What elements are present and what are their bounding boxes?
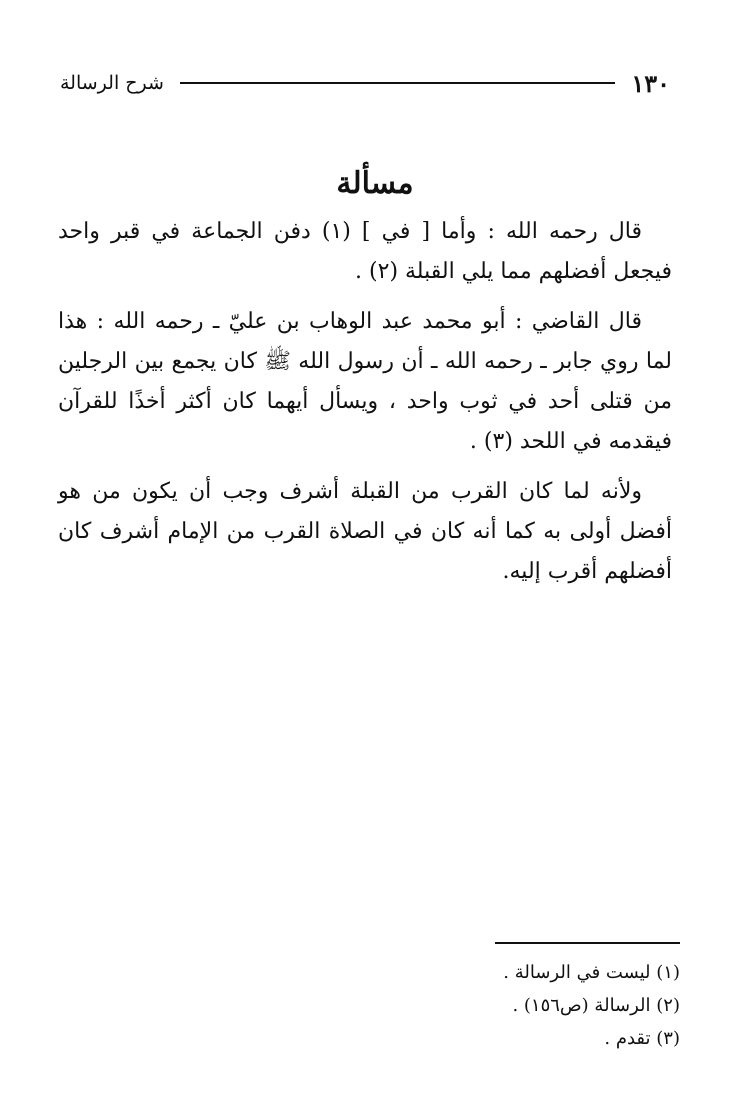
- page-number: ١٣٠: [631, 68, 670, 98]
- paragraph-3: ولأنه لما كان القرب من القبلة أشرف وجب أن يكون من هو أفضل أولى به كما أنه كان في الصلاة القرب من الإمام أشرف كان أفضلهم أقرب إليه.: [58, 479, 672, 584]
- body-text: [58, 212, 672, 602]
- paragraph-2: قال القاضي : أبو محمد عبد الوهاب بن عليّ ـ رحمه الله : هذا لما روي جابر ـ رحمه الله ـ أن رسول الله ﷺ كان يجمع بين الرجلين من قتلى أحد في ثوب واحد ، ويسأل أيهما كان أكثر أخذًا للقرآن فيقدمه في اللحد (٣) .: [58, 309, 672, 454]
- footnote-2: (٢) الرسالة (ص١٥٦) .: [512, 995, 680, 1016]
- header-rule: [180, 82, 615, 84]
- footnote-3: (٣) تقدم .: [604, 1028, 680, 1049]
- footnote-1: (١) ليست في الرسالة .: [503, 962, 680, 983]
- page-header: [60, 66, 670, 100]
- section-title: مسألة: [336, 166, 414, 201]
- footnotes: [300, 956, 680, 1055]
- footnote-rule: [495, 942, 680, 944]
- running-title: شرح الرسالة: [60, 72, 164, 94]
- paragraph-1: قال رحمه الله : وأما [ في ] (١) دفن الجماعة في قبر واحد فيجعل أفضلهم مما يلي القبلة (٢) .: [58, 219, 672, 284]
